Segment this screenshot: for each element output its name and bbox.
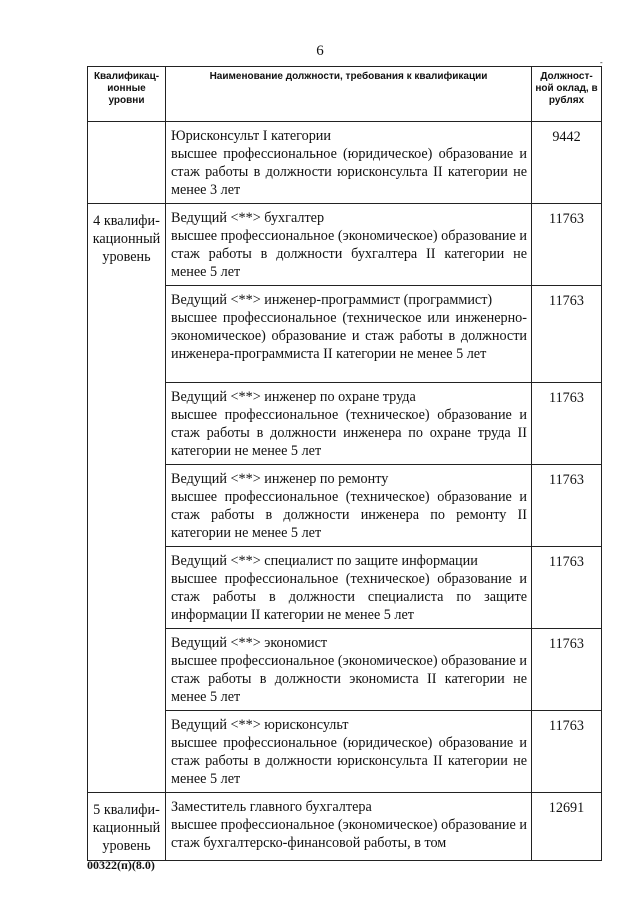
position-title: Ведущий <**> экономист [171,635,328,651]
level-cell: 5 квалифи-кационный уровень [88,793,166,861]
position-title: Ведущий <**> инженер-программист (программист) [171,292,493,308]
document-code: 00322(п)(8.0) [87,858,155,872]
position-cell [166,465,532,547]
position-requirements: высшее профессиональное (экономическое) образование и стаж работы в должности экономиста II категории не менее 5 лет [171,653,527,705]
table-row [88,383,602,465]
salary-cell: 9442 [532,122,602,204]
table-header-row [88,67,602,122]
position-title: Ведущий <**> инженер по охране труда [171,389,416,405]
table-row [88,122,602,204]
qualification-table [87,66,602,861]
table-row [88,629,602,711]
position-title: Заместитель главного бухгалтера [171,799,372,815]
position-requirements: высшее профессиональное (техническое) образование и стаж работы в должности инженера по ремонту II категории не менее 5 лет [171,489,527,541]
position-requirements: высшее профессиональное (юридическое) образование и стаж работы в должности юрисконсульта II категории не менее 3 лет [171,146,527,198]
position-requirements: высшее профессиональное (экономическое) образование и стаж работы в должности бухгалтера II категории не менее 5 лет [171,228,527,280]
position-title: Юрисконсульт I категории [171,128,331,144]
position-title: Ведущий <**> бухгалтер [171,210,325,226]
salary-cell: 11763 [532,383,602,465]
salary-cell: 11763 [532,629,602,711]
position-cell [166,711,532,793]
header-position: Наименование должности, требования к квалификации [166,67,532,122]
table-row [88,547,602,629]
table-row [88,465,602,547]
position-cell [166,286,532,383]
table-row [88,793,602,861]
position-cell [166,204,532,286]
page-number: 6 [316,43,324,59]
position-requirements: высшее профессиональное (экономическое) образование и стаж бухгалтерско-финансовой работы, в том [171,817,527,851]
position-cell [166,122,532,204]
position-requirements: высшее профессиональное (техническое) образование и стаж работы в должности инженера по охране труда II категории не менее 5 лет [171,407,527,459]
table-row [88,711,602,793]
level-cell [88,122,166,204]
table-row [88,286,602,383]
salary-cell: 12691 [532,793,602,861]
corner-mark: - [600,58,603,67]
position-cell [166,629,532,711]
salary-cell: 11763 [532,465,602,547]
table-row [88,204,602,286]
position-cell [166,547,532,629]
salary-cell: 11763 [532,204,602,286]
position-title: Ведущий <**> юрисконсульт [171,717,349,733]
salary-cell: 11763 [532,547,602,629]
salary-cell: 11763 [532,711,602,793]
position-requirements: высшее профессиональное (техническое) образование и стаж работы в должности специалиста по защите информации II категории не менее 5 лет [171,571,527,623]
position-requirements: высшее профессиональное (юридическое) образование и стаж работы в должности юрисконсульта II категории не менее 5 лет [171,735,527,787]
level-cell: 4 квалифи-кационный уровень [88,204,166,793]
header-salary: Должност-ной оклад, в рублях [532,67,602,122]
position-cell [166,383,532,465]
position-requirements: высшее профессиональное (техническое или инженерно-экономическое) образование и стаж работы в должности инженера-программиста II категории не менее 5 лет [171,310,527,362]
header-levels: Квалификац-ионные уровни [88,67,166,122]
position-title: Ведущий <**> специалист по защите информации [171,553,478,569]
position-title: Ведущий <**> инженер по ремонту [171,471,389,487]
salary-cell: 11763 [532,286,602,383]
position-cell [166,793,532,861]
